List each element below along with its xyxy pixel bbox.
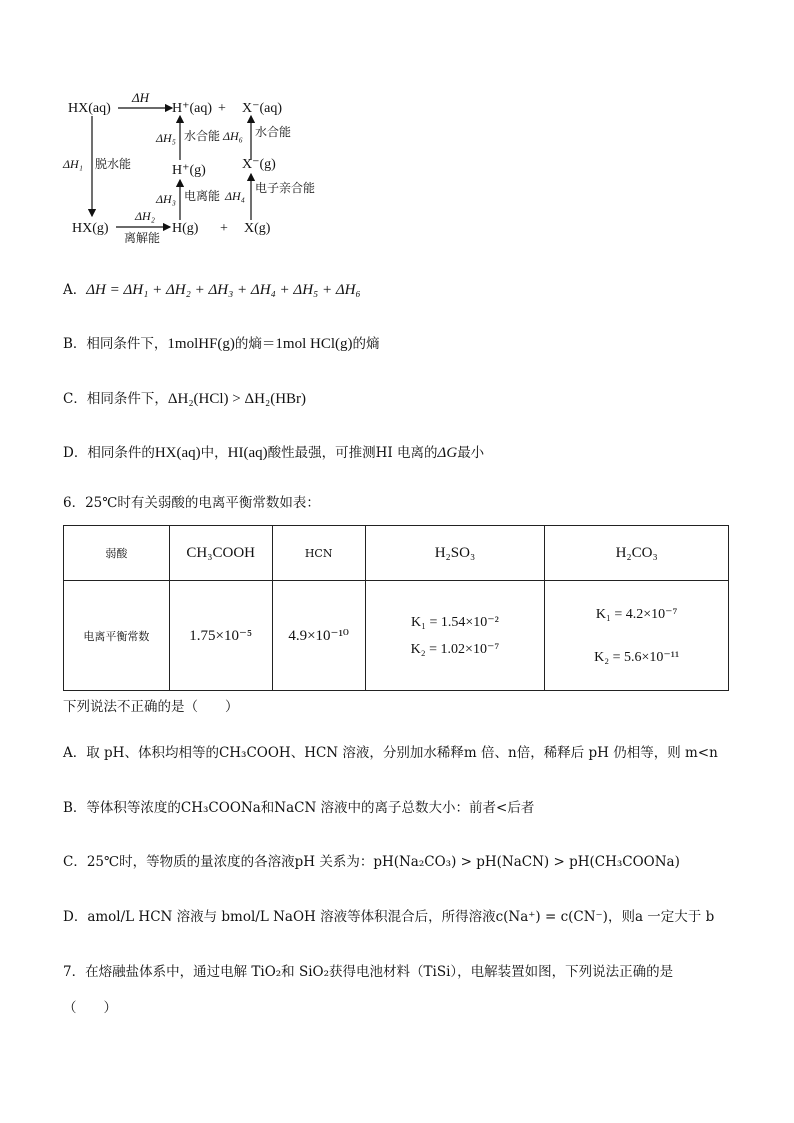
header-weak-acid: 弱酸: [64, 526, 170, 581]
ionization-constant-table: [63, 525, 729, 691]
row-label-ionization-constant: 电离平衡常数: [64, 581, 170, 691]
q5-option-c-label: C．: [63, 391, 87, 407]
q5-option-d-text-2: 中，: [200, 445, 228, 461]
q5-option-b: [63, 332, 380, 353]
q5-option-b-math-2: 1mol HCl(g): [275, 336, 353, 352]
q6-option-b: B．等体积等浓度的CH₃COONa和NaCN 溶液中的离子总数大小：前者<后者: [63, 800, 535, 816]
dissociation-energy-label: 离解能: [124, 231, 161, 245]
h-aq-label: H⁺(aq): [172, 101, 213, 116]
cell-h2so3-constants: [365, 581, 545, 691]
delta-h2-label: ΔH₂: [135, 209, 155, 223]
q5-option-b-text-3: 的熵: [352, 336, 380, 352]
q5-option-d-math-3: ΔG: [437, 445, 458, 461]
hx-g-label: HX(g): [72, 221, 109, 236]
header-h2co3: H₂CO₃: [545, 526, 729, 581]
x-g-ion-label: X⁻(g): [242, 157, 276, 172]
cell-ch3cooh-ka: 1.75×10⁻⁵: [169, 581, 272, 691]
hx-aq-label: HX(aq): [68, 101, 111, 116]
delta-h4-label: ΔH₄: [225, 189, 245, 203]
q5-option-d-math-2: HI(aq): [227, 445, 268, 461]
h-g-label: H(g): [172, 221, 199, 236]
q6-option-d: D．amol/L HCN 溶液与 bmol/L NaOH 溶液等体积混合后，所得溶液c(Na⁺) = c(CN⁻)，则a 一定大于 b: [63, 909, 715, 925]
q5-option-d-text-3: 酸性最强，可推测HI 电离的: [267, 445, 438, 461]
dehydration-energy-label: 脱水能: [95, 157, 132, 171]
thermochemical-cycle-diagram: [60, 88, 360, 248]
cell-h2co3-constants: [545, 581, 729, 691]
q5-option-b-text-1: 相同条件下，: [86, 336, 168, 352]
ionization-energy-label: 电离能: [184, 189, 221, 203]
x-aq-label: X⁻(aq): [242, 101, 283, 116]
header-ch3cooh: CH₃COOH: [169, 526, 272, 581]
delta-h3-label: ΔH₃: [156, 192, 176, 206]
q5-option-d-text-4: 最小: [457, 445, 485, 461]
hydration-energy-label-1: 水合能: [184, 129, 221, 143]
q5-option-b-math-1: 1molHF(g): [167, 336, 235, 352]
cell-h2so3-k2: K₂ = 1.02×10⁻⁷: [410, 641, 500, 657]
table-header-row: [64, 526, 729, 581]
table-row-constants: [64, 581, 729, 691]
q6-stem: 6．25℃时有关弱酸的电离平衡常数如表：: [63, 495, 320, 511]
cell-h2co3-k2: K₂ = 5.6×10⁻¹¹: [594, 649, 680, 665]
delta-h-label: ΔH: [132, 90, 150, 105]
q5-option-c: [63, 387, 306, 408]
q7-line-1: 7．在熔融盐体系中，通过电解 TiO₂和 SiO₂获得电池材料（TiSi），电解装置如图，下列说法正确的是: [63, 964, 674, 980]
q5-option-d-math-1: HX(aq): [154, 445, 201, 461]
x-g-label: X(g): [244, 221, 271, 236]
q5-option-c-text-1: 相同条件下，: [86, 391, 168, 407]
delta-h5-label: ΔH₅: [156, 131, 176, 145]
header-hcn: HCN: [272, 526, 365, 581]
delta-h6-label: ΔH₆: [223, 129, 243, 143]
q5-option-d: [63, 441, 484, 462]
q5-option-a-label: A．: [63, 282, 87, 298]
q5-option-a-formula: ΔH = ΔH₁ + ΔH₂ + ΔH₃ + ΔH₄ + ΔH₅ + ΔH₆: [86, 282, 361, 298]
q5-option-d-text-1: 相同条件的: [87, 445, 155, 461]
plus-sign-top: +: [218, 101, 226, 116]
header-h2so3: H₂SO₃: [365, 526, 545, 581]
cell-h2co3-k1: K₁ = 4.2×10⁻⁷: [595, 606, 678, 622]
q6-question: 下列说法不正确的是（ ）: [63, 699, 239, 715]
q5-option-b-label: B．: [63, 336, 87, 352]
hydration-energy-label-2: 水合能: [255, 125, 292, 139]
h-g-ion-label: H⁺(g): [172, 163, 206, 178]
q5-option-c-math: ΔH₂(HCl) > ΔH₂(HBr): [167, 391, 307, 407]
q5-option-a: [63, 278, 361, 299]
cell-h2so3-k1: K₁ = 1.54×10⁻²: [411, 614, 499, 630]
plus-sign-bottom: +: [220, 221, 228, 236]
q6-option-c: C．25℃时，等物质的量浓度的各溶液pH 关系为：pH(Na₂CO₃) > pH(NaCN) > pH(CH₃COONa): [63, 854, 680, 870]
electron-affinity-label: 电子亲合能: [255, 181, 316, 195]
delta-h1-label: ΔH₁: [63, 157, 83, 171]
q6-option-a: A．取 pH、体积均相等的CH₃COOH、HCN 溶液，分别加水稀释m 倍、n倍，稀释后 pH 仍相等，则 m<n: [63, 745, 718, 761]
q5-option-b-text-2: 的熵＝: [234, 336, 276, 352]
cell-hcn-ka: 4.9×10⁻¹⁰: [272, 581, 365, 691]
q5-option-d-label: D．: [63, 445, 88, 461]
q7-line-2: （ ）: [63, 1000, 117, 1016]
